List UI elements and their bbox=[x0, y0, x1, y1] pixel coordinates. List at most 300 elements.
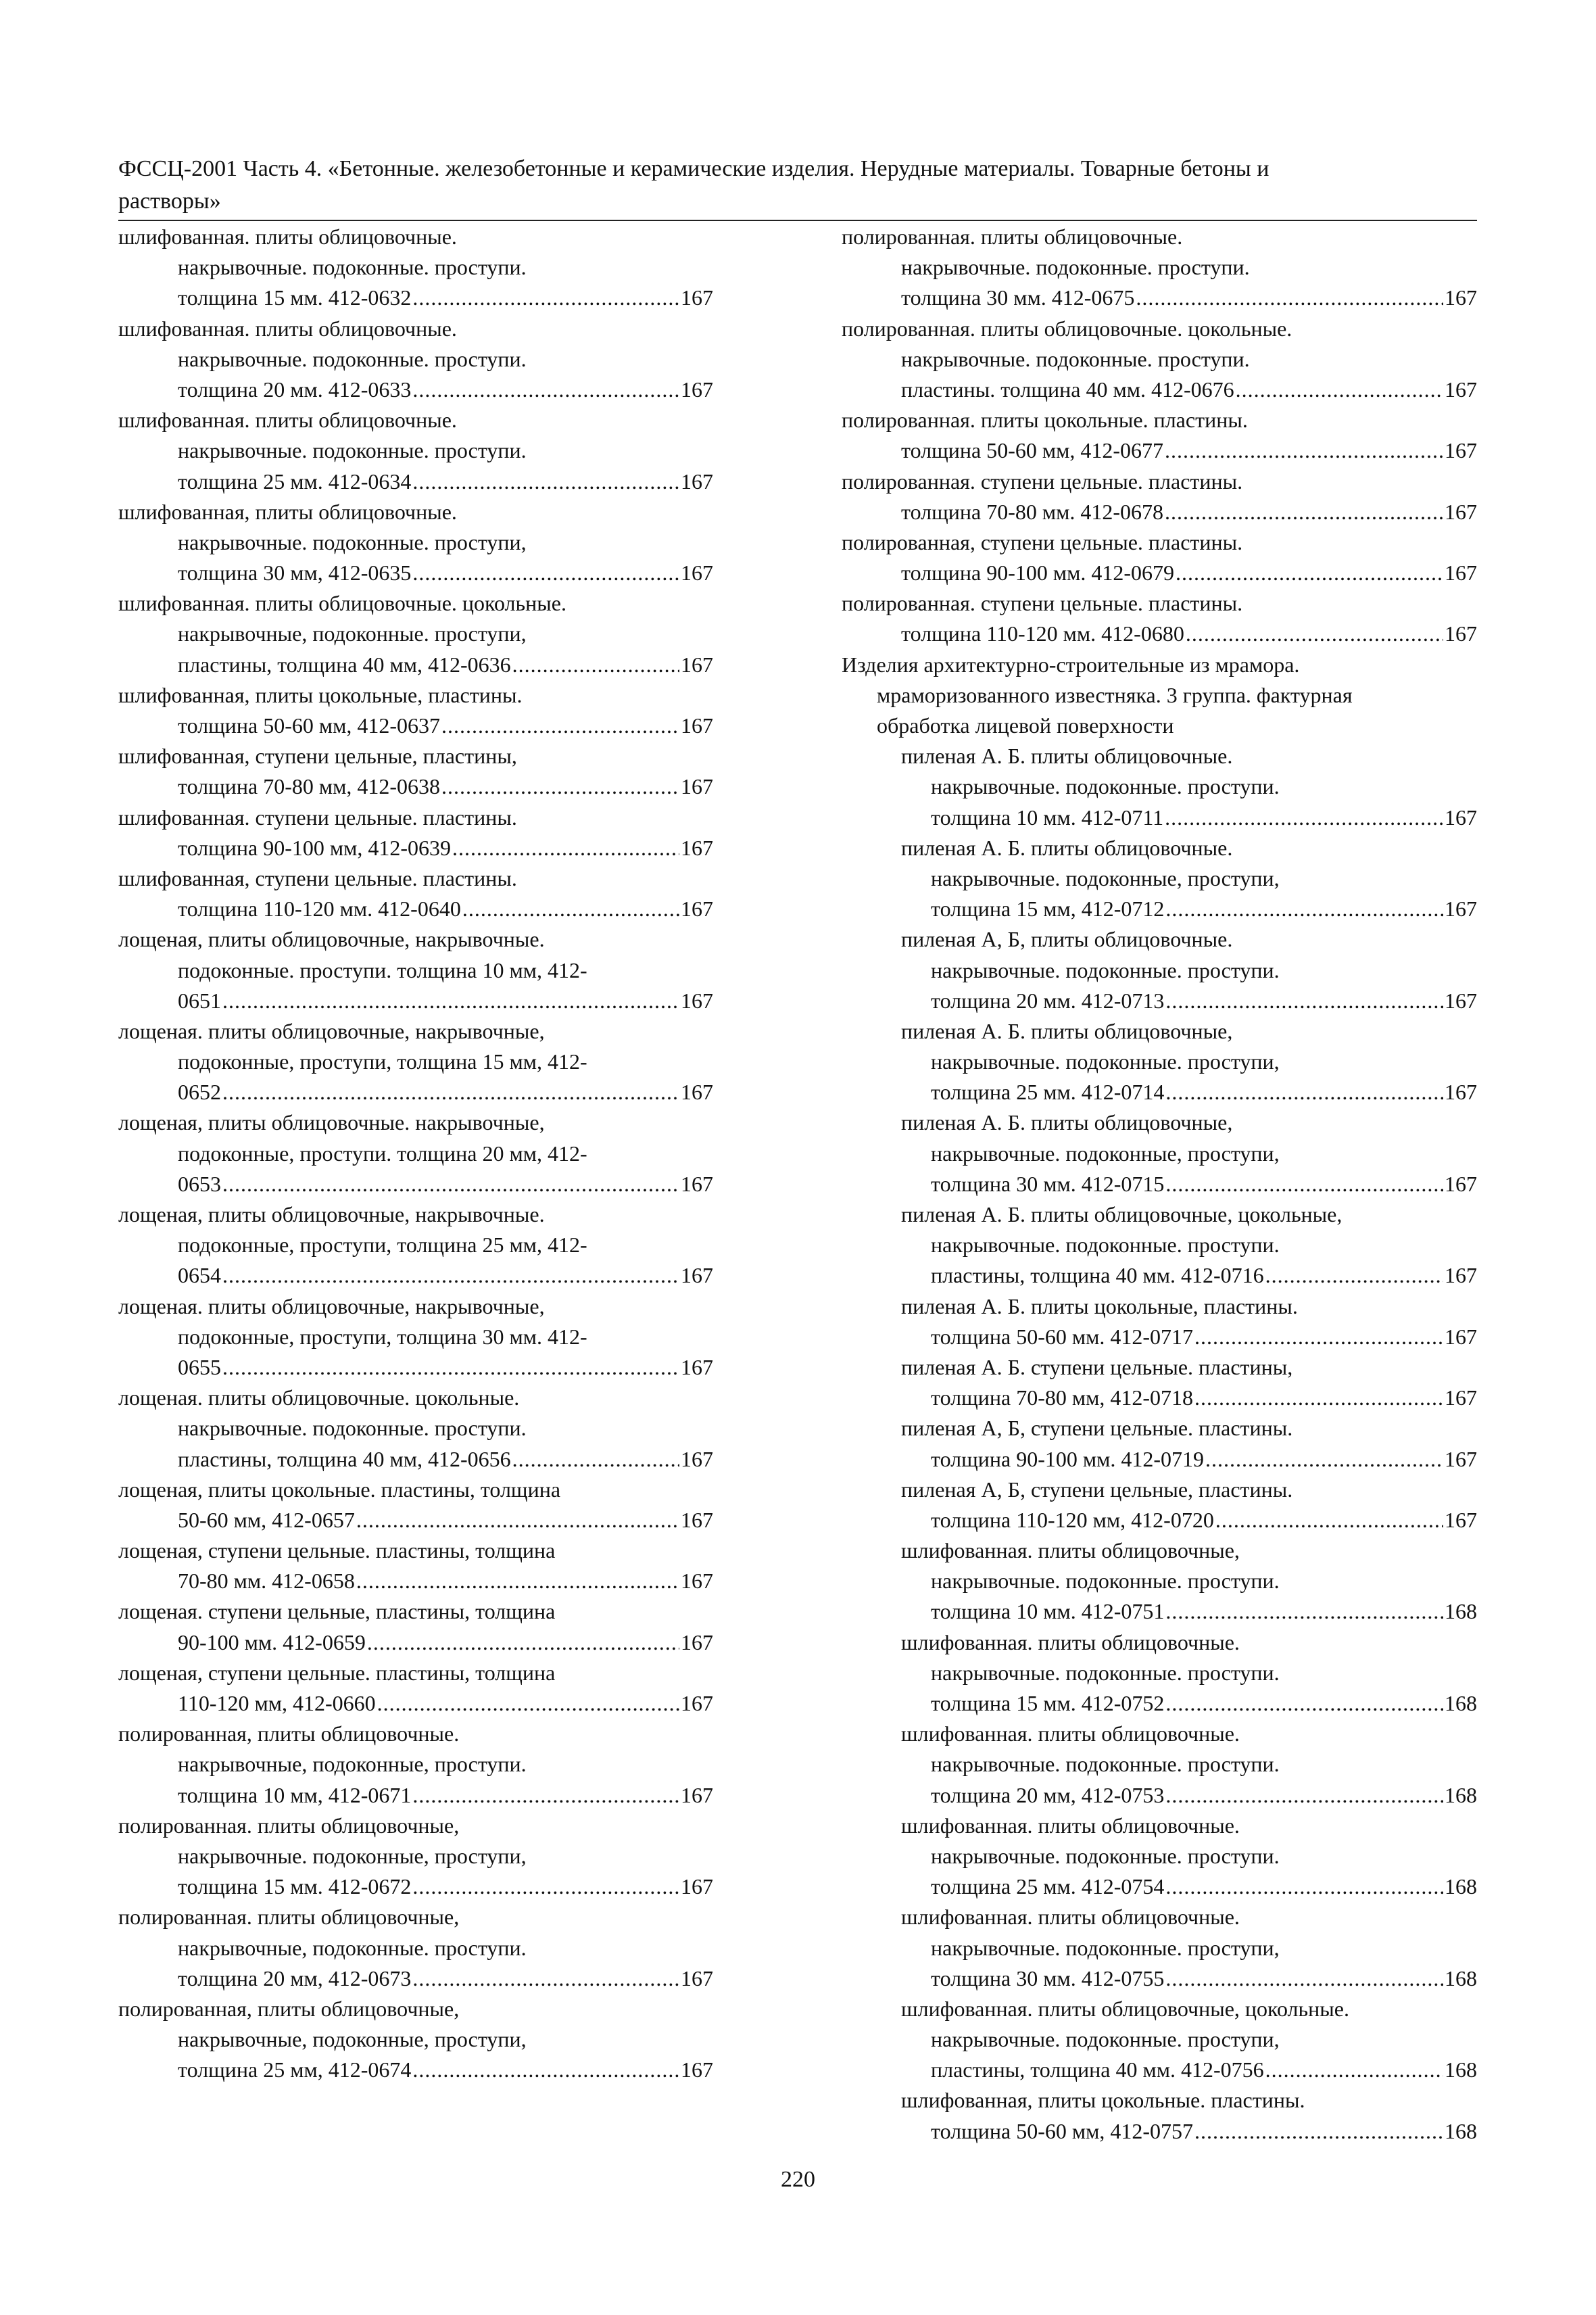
index-entry bbox=[118, 1016, 713, 1108]
entry-code: 90-100 мм. 412-0659 bbox=[178, 1629, 366, 1654]
entry-code: толщина 10 мм. 412-0711 bbox=[931, 805, 1164, 830]
entry-last-line bbox=[118, 894, 713, 924]
dot-leader bbox=[1265, 1260, 1443, 1291]
dot-leader bbox=[356, 1505, 679, 1535]
index-entry bbox=[118, 314, 713, 406]
entry-page-ref: 167 bbox=[681, 1874, 713, 1899]
entry-code: пластины, толщина 40 мм. 412-0716 bbox=[931, 1263, 1264, 1288]
index-entry bbox=[842, 924, 1477, 1016]
entry-continuation: накрывочные. подоконные. проступи, bbox=[931, 2027, 1280, 2052]
dot-leader bbox=[1215, 1505, 1443, 1535]
entry-last-line bbox=[842, 1871, 1477, 1902]
entry-code: пластины, толщина 40 мм, 412-0656 bbox=[178, 1446, 511, 1471]
index-entry bbox=[118, 222, 713, 314]
entry-code: толщина 110-120 мм, 412-0720 bbox=[931, 1507, 1214, 1532]
entry-title: полированная. ступени цельные. пластины. bbox=[842, 469, 1243, 494]
entry-page-ref: 167 bbox=[681, 1691, 713, 1715]
entry-title: полированная. плиты цокольные. пластины. bbox=[842, 408, 1248, 433]
entry-code: толщина 20 мм. 412-0633 bbox=[178, 377, 412, 402]
entry-page-ref: 167 bbox=[681, 1446, 713, 1471]
entry-last-line bbox=[118, 711, 713, 741]
entry-title: полированная. плиты облицовочные, bbox=[118, 1905, 460, 1930]
section-heading bbox=[842, 650, 1477, 742]
entry-last-line bbox=[118, 1871, 713, 1902]
entry-page-ref: 167 bbox=[681, 652, 713, 677]
index-entry bbox=[842, 1627, 1477, 1719]
dot-leader bbox=[1165, 497, 1443, 527]
dot-leader bbox=[377, 1688, 679, 1719]
dot-leader bbox=[1165, 1596, 1443, 1627]
index-entry bbox=[842, 1199, 1477, 1291]
entry-continuation: накрывочные, подоконные. проступи, bbox=[178, 621, 527, 646]
entry-title: полированная, плиты облицовочные, bbox=[118, 1996, 460, 2021]
index-entry bbox=[118, 1719, 713, 1811]
entry-last-line bbox=[118, 1260, 713, 1291]
dot-leader bbox=[512, 1444, 679, 1475]
entry-page-ref: 167 bbox=[681, 1263, 713, 1288]
index-entry bbox=[842, 527, 1477, 588]
entry-continuation: накрывочные. подоконные. проступи. bbox=[931, 1843, 1280, 1868]
entry-code: толщина 70-80 мм. 412-0678 bbox=[901, 499, 1164, 524]
entry-last-line bbox=[842, 558, 1477, 588]
entry-page-ref: 167 bbox=[1445, 1324, 1477, 1349]
entry-last-line bbox=[842, 803, 1477, 833]
dot-leader bbox=[412, 2055, 679, 2085]
entry-continuation: накрывочные. подоконные, проступи, bbox=[931, 865, 1280, 890]
index-entry bbox=[842, 405, 1477, 466]
dot-leader bbox=[412, 283, 679, 313]
entry-last-line bbox=[842, 2116, 1477, 2147]
entry-last-line bbox=[118, 1627, 713, 1658]
dot-leader bbox=[441, 711, 679, 741]
entry-last-line bbox=[842, 1780, 1477, 1811]
index-entry bbox=[842, 741, 1477, 833]
entry-last-line bbox=[842, 1596, 1477, 1627]
entry-code: пластины, толщина 40 мм, 412-0636 bbox=[178, 652, 511, 677]
entry-title: пиленая А. Б. плиты облицовочные. bbox=[901, 744, 1233, 769]
entry-code: толщина 30 мм, 412-0635 bbox=[178, 560, 412, 586]
entry-last-line bbox=[118, 1963, 713, 1994]
entry-title: лощеная. плиты облицовочные, накрывочные, bbox=[118, 1293, 545, 1318]
index-entry bbox=[118, 924, 713, 1016]
entry-title: лощеная. плиты облицовочные, накрывочные, bbox=[118, 1018, 545, 1043]
entry-title: шлифованная, плиты цокольные. пластины. bbox=[901, 2088, 1305, 2113]
index-entry bbox=[842, 1413, 1477, 1474]
dot-leader bbox=[1165, 1780, 1443, 1811]
entry-code: толщина 110-120 мм. 412-0680 bbox=[901, 621, 1184, 646]
entry-code: толщина 30 мм. 412-0755 bbox=[931, 1965, 1165, 1990]
index-entry bbox=[842, 833, 1477, 925]
dot-leader bbox=[1205, 1444, 1443, 1475]
entry-code: толщина 50-60 мм. 412-0717 bbox=[931, 1324, 1194, 1349]
entry-title: шлифованная. плиты облицовочные, цокольные. bbox=[901, 1996, 1349, 2021]
entry-page-ref: 167 bbox=[681, 774, 713, 799]
index-entry bbox=[118, 1658, 713, 1719]
entry-code: толщина 50-60 мм, 412-0757 bbox=[931, 2118, 1194, 2143]
entry-page-ref: 167 bbox=[1445, 1446, 1477, 1471]
section-heading-line: мраморизованного известняка. 3 группа. фактурная bbox=[877, 682, 1353, 707]
entry-title: пиленая А, Б, ступени цельные, пластины. bbox=[901, 1477, 1293, 1502]
entry-code: 50-60 мм, 412-0657 bbox=[178, 1507, 355, 1532]
entry-title: полированная. ступени цельные. пластины. bbox=[842, 591, 1243, 616]
entry-code: толщина 50-60 мм, 412-0637 bbox=[178, 713, 441, 738]
entry-title: шлифованная. плиты облицовочные, bbox=[901, 1538, 1240, 1563]
entry-last-line bbox=[842, 435, 1477, 466]
dot-leader bbox=[441, 771, 679, 802]
index-entry bbox=[118, 405, 713, 497]
entry-last-line bbox=[842, 1688, 1477, 1719]
entry-code: 0652 bbox=[178, 1080, 221, 1105]
index-entry bbox=[842, 467, 1477, 527]
entry-continuation: подоконные. проступи. толщина 10 мм, 412- bbox=[178, 957, 587, 982]
entry-page-ref: 167 bbox=[1445, 1080, 1477, 1105]
dot-leader bbox=[462, 894, 679, 924]
index-entry bbox=[118, 1902, 713, 1994]
entry-page-ref: 167 bbox=[1445, 285, 1477, 310]
entry-page-ref: 167 bbox=[1445, 621, 1477, 646]
entry-last-line bbox=[118, 1444, 713, 1475]
entry-code: толщина 15 мм. 412-0632 bbox=[178, 285, 412, 310]
dot-leader bbox=[512, 650, 679, 680]
dot-leader bbox=[412, 467, 679, 497]
index-entry bbox=[118, 1383, 713, 1475]
entry-page-ref: 167 bbox=[681, 2057, 713, 2082]
entry-last-line bbox=[118, 1169, 713, 1199]
dot-leader bbox=[412, 375, 679, 405]
entry-last-line bbox=[118, 986, 713, 1016]
page-header bbox=[118, 153, 1477, 218]
dot-leader bbox=[412, 1780, 679, 1811]
dot-leader bbox=[412, 1963, 679, 1994]
dot-leader bbox=[222, 1077, 679, 1107]
dot-leader bbox=[1176, 558, 1443, 588]
entry-code: 0653 bbox=[178, 1171, 221, 1196]
entry-last-line bbox=[118, 1780, 713, 1811]
entry-continuation: накрывочные. подоконные. проступи. bbox=[931, 1569, 1280, 1594]
entry-continuation: накрывочные, подоконные. проступи. bbox=[178, 1935, 527, 1960]
header-rule bbox=[118, 220, 1477, 221]
entry-page-ref: 167 bbox=[681, 1171, 713, 1196]
index-entry bbox=[842, 1719, 1477, 1811]
entry-code: пластины, толщина 40 мм. 412-0756 bbox=[931, 2057, 1264, 2082]
index-entry bbox=[118, 1199, 713, 1291]
entry-page-ref: 167 bbox=[681, 1507, 713, 1532]
entry-page-ref: 167 bbox=[681, 835, 713, 860]
entry-continuation: подоконные, проступи, толщина 25 мм, 412- bbox=[178, 1233, 587, 1258]
left-column bbox=[118, 222, 713, 2085]
entry-page-ref: 167 bbox=[681, 560, 713, 586]
entry-title: пиленая А. Б. плиты облицовочные, bbox=[901, 1018, 1233, 1043]
entry-title: шлифованная. плиты облицовочные. цокольные. bbox=[118, 591, 566, 616]
index-entry bbox=[842, 1016, 1477, 1108]
entry-last-line bbox=[842, 1444, 1477, 1475]
dot-leader bbox=[222, 1169, 679, 1199]
entry-last-line bbox=[118, 2055, 713, 2085]
entry-code: толщина 20 мм, 412-0753 bbox=[931, 1782, 1165, 1807]
index-entry bbox=[118, 1811, 713, 1903]
dot-leader bbox=[1194, 1383, 1443, 1413]
entry-continuation: накрывочные. подоконные. проступи. bbox=[931, 1660, 1280, 1685]
entry-last-line bbox=[118, 1566, 713, 1596]
dot-leader bbox=[452, 833, 679, 863]
index-entry bbox=[842, 588, 1477, 649]
index-entry bbox=[118, 741, 713, 802]
entry-title: лощеная. плиты облицовочные. цокольные. bbox=[118, 1385, 520, 1410]
entry-title: полированная. плиты облицовочные. цокольные. bbox=[842, 316, 1292, 341]
entry-title: шлифованная. плиты облицовочные. bbox=[901, 1905, 1240, 1930]
entry-title: шлифованная. плиты облицовочные. bbox=[118, 224, 457, 249]
entry-page-ref: 167 bbox=[1445, 499, 1477, 524]
entry-page-ref: 168 bbox=[1445, 1782, 1477, 1807]
entry-code: 0654 bbox=[178, 1263, 221, 1288]
entry-code: толщина 20 мм. 412-0713 bbox=[931, 988, 1165, 1013]
entry-code: толщина 25 мм. 412-0634 bbox=[178, 469, 412, 494]
entry-title: лощеная. ступени цельные, пластины, толщина bbox=[118, 1599, 556, 1624]
dot-leader bbox=[1165, 435, 1443, 466]
entry-title: полированная. плиты облицовочные. bbox=[842, 224, 1183, 249]
dot-leader bbox=[1165, 894, 1443, 924]
entry-last-line bbox=[118, 771, 713, 802]
entry-title: шлифованная, ступени цельные. пластины. bbox=[118, 865, 517, 890]
entry-continuation: накрывочные. подоконные. проступи, bbox=[931, 1935, 1280, 1960]
dot-leader bbox=[1194, 1322, 1443, 1352]
entry-page-ref: 167 bbox=[1445, 1171, 1477, 1196]
entry-code: пластины. толщина 40 мм. 412-0676 bbox=[901, 377, 1234, 402]
entry-page-ref: 168 bbox=[1445, 1965, 1477, 1990]
entry-title: пиленая А, Б, ступени цельные. пластины. bbox=[901, 1416, 1293, 1441]
index-entry bbox=[842, 1475, 1477, 1535]
dot-leader bbox=[1165, 1963, 1443, 1994]
entry-page-ref: 167 bbox=[1445, 560, 1477, 586]
index-entry bbox=[118, 1291, 713, 1383]
entry-continuation: подоконные, проступи. толщина 20 мм, 412- bbox=[178, 1141, 587, 1166]
dot-leader bbox=[1136, 283, 1443, 313]
entry-code: толщина 25 мм. 412-0714 bbox=[931, 1080, 1165, 1105]
entry-last-line bbox=[118, 1688, 713, 1719]
dot-leader bbox=[1165, 1077, 1443, 1107]
entry-last-line bbox=[118, 833, 713, 863]
entry-page-ref: 167 bbox=[681, 469, 713, 494]
entry-title: шлифованная. плиты облицовочные. bbox=[118, 408, 457, 433]
entry-title: шлифованная, плиты цокольные, пластины. bbox=[118, 682, 523, 707]
entry-page-ref: 167 bbox=[1445, 897, 1477, 922]
index-entry bbox=[842, 222, 1477, 314]
index-entry bbox=[118, 1994, 713, 2086]
entry-code: толщина 25 мм. 412-0754 bbox=[931, 1874, 1165, 1899]
dot-leader bbox=[1265, 2055, 1443, 2085]
index-entry bbox=[118, 497, 713, 589]
entry-title: лощеная, плиты облицовочные. накрывочные, bbox=[118, 1110, 545, 1135]
entry-last-line bbox=[842, 894, 1477, 924]
index-entry bbox=[842, 2085, 1477, 2146]
index-entry bbox=[842, 1535, 1477, 1627]
dot-leader bbox=[356, 1566, 679, 1596]
entry-code: толщина 90-100 мм, 412-0639 bbox=[178, 835, 452, 860]
index-entry bbox=[842, 1352, 1477, 1413]
entry-last-line bbox=[118, 375, 713, 405]
index-entry bbox=[842, 1994, 1477, 2086]
entry-last-line bbox=[118, 1505, 713, 1535]
entry-continuation: накрывочные, подоконные, проступи, bbox=[178, 2027, 527, 2052]
entry-last-line bbox=[118, 1352, 713, 1383]
entry-title: шлифованная. плиты облицовочные. bbox=[901, 1629, 1240, 1654]
entry-page-ref: 167 bbox=[681, 1782, 713, 1807]
dot-leader bbox=[1194, 2116, 1443, 2147]
entry-title: пиленая А, Б, плиты облицовочные. bbox=[901, 927, 1233, 952]
entry-code: толщина 30 мм. 412-0715 bbox=[931, 1171, 1165, 1196]
entry-code: толщина 30 мм. 412-0675 bbox=[901, 285, 1135, 310]
index-entry bbox=[118, 1596, 713, 1657]
entry-continuation: накрывочные, подоконные, проступи. bbox=[178, 1752, 527, 1777]
index-entry bbox=[842, 1107, 1477, 1199]
index-entry bbox=[118, 803, 713, 863]
entry-page-ref: 167 bbox=[1445, 438, 1477, 463]
index-entry bbox=[118, 863, 713, 924]
entry-title: полированная. плиты облицовочные, bbox=[118, 1813, 460, 1838]
entry-code: толщина 110-120 мм. 412-0640 bbox=[178, 897, 461, 922]
entry-code: толщина 25 мм, 412-0674 bbox=[178, 2057, 412, 2082]
entry-page-ref: 167 bbox=[681, 1080, 713, 1105]
index-entry bbox=[118, 680, 713, 741]
entry-page-ref: 167 bbox=[681, 1354, 713, 1379]
entry-page-ref: 168 bbox=[1445, 1599, 1477, 1624]
entry-continuation: накрывочные. подоконные. проступи. bbox=[931, 957, 1280, 982]
entry-last-line bbox=[842, 1077, 1477, 1107]
index-entry bbox=[118, 1535, 713, 1596]
entry-last-line bbox=[842, 2055, 1477, 2085]
entry-continuation: накрывочные. подоконные. проступи. bbox=[178, 255, 527, 280]
entry-code: толщина 90-100 мм. 412-0719 bbox=[931, 1446, 1205, 1471]
entry-page-ref: 167 bbox=[681, 1965, 713, 1990]
entry-title: лощеная, плиты цокольные. пластины, толщина bbox=[118, 1477, 561, 1502]
index-entry bbox=[842, 314, 1477, 406]
dot-leader bbox=[222, 1260, 679, 1291]
dot-leader bbox=[1186, 619, 1443, 649]
index-entry bbox=[118, 1107, 713, 1199]
entry-title: шлифованная. плиты облицовочные. bbox=[901, 1721, 1240, 1746]
entry-page-ref: 167 bbox=[681, 1569, 713, 1594]
entry-last-line bbox=[118, 283, 713, 313]
entry-title: лощеная, ступени цельные. пластины, толщина bbox=[118, 1660, 556, 1685]
entry-continuation: накрывочные. подоконные. проступи. bbox=[931, 774, 1280, 799]
entry-page-ref: 167 bbox=[681, 1629, 713, 1654]
entry-last-line bbox=[118, 558, 713, 588]
entry-continuation: накрывочные. подоконные. проступи. bbox=[178, 438, 527, 463]
entry-page-ref: 167 bbox=[681, 988, 713, 1013]
entry-last-line bbox=[842, 1963, 1477, 1994]
entry-title: шлифованная. плиты облицовочные. bbox=[118, 316, 457, 341]
entry-title: пиленая А. Б. плиты облицовочные. bbox=[901, 835, 1233, 860]
entry-last-line bbox=[842, 283, 1477, 313]
index-entry bbox=[118, 588, 713, 680]
entry-page-ref: 167 bbox=[681, 897, 713, 922]
index-entry bbox=[842, 1811, 1477, 1903]
entry-continuation: накрывочные. подоконные. проступи. bbox=[901, 346, 1250, 371]
dot-leader bbox=[1165, 986, 1443, 1016]
dot-leader bbox=[1236, 375, 1443, 405]
dot-leader bbox=[222, 1352, 679, 1383]
entry-title: лощеная, ступени цельные. пластины, толщина bbox=[118, 1538, 556, 1563]
entry-title: шлифованная. плиты облицовочные. bbox=[901, 1813, 1240, 1838]
entry-code: 110-120 мм, 412-0660 bbox=[178, 1691, 376, 1715]
entry-last-line bbox=[118, 467, 713, 497]
entry-page-ref: 167 bbox=[681, 285, 713, 310]
entry-code: толщина 10 мм. 412-0751 bbox=[931, 1599, 1165, 1624]
entry-page-ref: 167 bbox=[1445, 377, 1477, 402]
entry-code: толщина 50-60 мм, 412-0677 bbox=[901, 438, 1164, 463]
entry-last-line bbox=[842, 497, 1477, 527]
entry-title: пиленая А. Б. плиты облицовочные, bbox=[901, 1110, 1233, 1135]
entry-page-ref: 167 bbox=[681, 713, 713, 738]
entry-last-line bbox=[842, 375, 1477, 405]
entry-title: полированная, ступени цельные. пластины. bbox=[842, 529, 1243, 554]
entry-continuation: подоконные, проступи, толщина 15 мм, 412- bbox=[178, 1049, 587, 1074]
dot-leader bbox=[367, 1627, 679, 1658]
entry-title: пиленая А. Б. плиты облицовочные, цокольные, bbox=[901, 1202, 1343, 1226]
entry-continuation: накрывочные. подоконные, проступи, bbox=[931, 1141, 1280, 1166]
dot-leader bbox=[1165, 1169, 1443, 1199]
entry-page-ref: 167 bbox=[681, 377, 713, 402]
entry-last-line bbox=[118, 1077, 713, 1107]
section-heading-line: обработка лицевой поверхности bbox=[877, 713, 1174, 738]
entry-title: пиленая А. Б. плиты цокольные, пластины. bbox=[901, 1293, 1298, 1318]
entry-page-ref: 168 bbox=[1445, 1691, 1477, 1715]
entry-page-ref: 167 bbox=[1445, 988, 1477, 1013]
entry-title: пиленая А. Б. ступени цельные. пластины, bbox=[901, 1354, 1293, 1379]
entry-last-line bbox=[118, 650, 713, 680]
dot-leader bbox=[1165, 1688, 1443, 1719]
entry-title: шлифованная, ступени цельные, пластины, bbox=[118, 744, 517, 769]
entry-last-line bbox=[842, 1505, 1477, 1535]
entry-continuation: накрывочные. подоконные. проступи. bbox=[178, 346, 527, 371]
entry-last-line bbox=[842, 619, 1477, 649]
entry-code: толщина 15 мм. 412-0752 bbox=[931, 1691, 1165, 1715]
entry-code: 0651 bbox=[178, 988, 221, 1013]
entry-continuation: накрывочные. подоконные, проступи, bbox=[178, 1843, 527, 1868]
index-entry bbox=[842, 1902, 1477, 1994]
entry-continuation: накрывочные. подоконные. проступи. bbox=[178, 1416, 527, 1441]
entry-code: толщина 70-80 мм, 412-0718 bbox=[931, 1385, 1194, 1410]
entry-last-line bbox=[842, 1260, 1477, 1291]
entry-code: толщина 15 мм. 412-0672 bbox=[178, 1874, 412, 1899]
entry-code: толщина 20 мм, 412-0673 bbox=[178, 1965, 412, 1990]
entry-last-line bbox=[842, 1322, 1477, 1352]
header-line-2: растворы» bbox=[118, 189, 221, 214]
entry-page-ref: 168 bbox=[1445, 1874, 1477, 1899]
index-entry bbox=[842, 1291, 1477, 1352]
dot-leader bbox=[222, 986, 679, 1016]
entry-title: шлифованная. ступени цельные. пластины. bbox=[118, 805, 517, 830]
entry-page-ref: 167 bbox=[1445, 1263, 1477, 1288]
entry-code: толщина 90-100 мм. 412-0679 bbox=[901, 560, 1175, 586]
entry-code: толщина 70-80 мм, 412-0638 bbox=[178, 774, 441, 799]
entry-code: 0655 bbox=[178, 1354, 221, 1379]
entry-last-line bbox=[842, 1169, 1477, 1199]
entry-code: 70-80 мм. 412-0658 bbox=[178, 1569, 355, 1594]
entry-title: шлифованная, плиты облицовочные. bbox=[118, 499, 457, 524]
dot-leader bbox=[412, 558, 679, 588]
entry-continuation: накрывочные. подоконные. проступи. bbox=[931, 1752, 1280, 1777]
entry-page-ref: 167 bbox=[1445, 805, 1477, 830]
entry-title: полированная, плиты облицовочные. bbox=[118, 1721, 460, 1746]
entry-page-ref: 167 bbox=[1445, 1385, 1477, 1410]
entry-code: толщина 10 мм, 412-0671 bbox=[178, 1782, 412, 1807]
entry-page-ref: 168 bbox=[1445, 2057, 1477, 2082]
entry-continuation: накрывочные. подоконные. проступи. bbox=[931, 1233, 1280, 1258]
header-line-1: ФССЦ-2001 Часть 4. «Бетонные. железобетонные и керамические изделия. Нерудные материалы. Товарные бетоны и bbox=[118, 156, 1269, 181]
entry-title: лощеная, плиты облицовочные, накрывочные. bbox=[118, 927, 545, 952]
dot-leader bbox=[1165, 1871, 1443, 1902]
